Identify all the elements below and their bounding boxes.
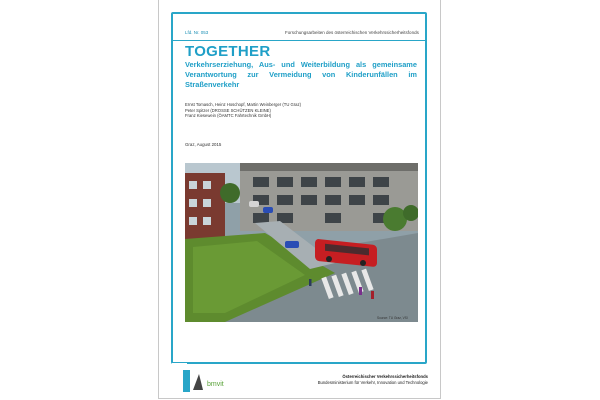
report-title: TOGETHER: [185, 43, 271, 60]
author-line: Peter Spitzer (DROSSE SCHÜTZEN KLEINE): [185, 107, 271, 113]
bmvit-logo: [183, 370, 241, 392]
series-label: Forschungsarbeiten des österreichischen Verkehrssicherheitsfonds: [285, 30, 419, 35]
publication-date: Graz, August 2015: [185, 142, 222, 147]
report-subtitle: Verkehrserziehung, Aus- und Weiterbildung als gemeinsame Verantwortung zur Vermeidung von Kinderunfällen im Straßenverkehr: [185, 60, 417, 89]
author-list: [185, 102, 301, 119]
report-number: Lfd. Nr. 053: [185, 30, 209, 35]
logo-text: bmvit: [207, 381, 224, 388]
cover-illustration: [185, 163, 418, 322]
author-line: Franz Kiesewein (ÖAMTC Fahrtechnik GmbH): [185, 113, 272, 119]
publisher-block: [318, 374, 428, 385]
author-line: Ernst Tomasch, Heinz Hoschopf, Martin Weinberger (TU Graz): [185, 102, 301, 107]
document-page: [158, 0, 441, 399]
publisher-name: Österreichischer Verkehrssicherheitsfonds: [342, 374, 428, 379]
header-rule: [173, 40, 425, 41]
ministry-name: Bundesministerium für Verkehr, Innovation und Technologie: [317, 379, 428, 385]
frame-gap: [172, 363, 187, 369]
image-credit: Source: TU Graz, VSI: [377, 316, 408, 320]
